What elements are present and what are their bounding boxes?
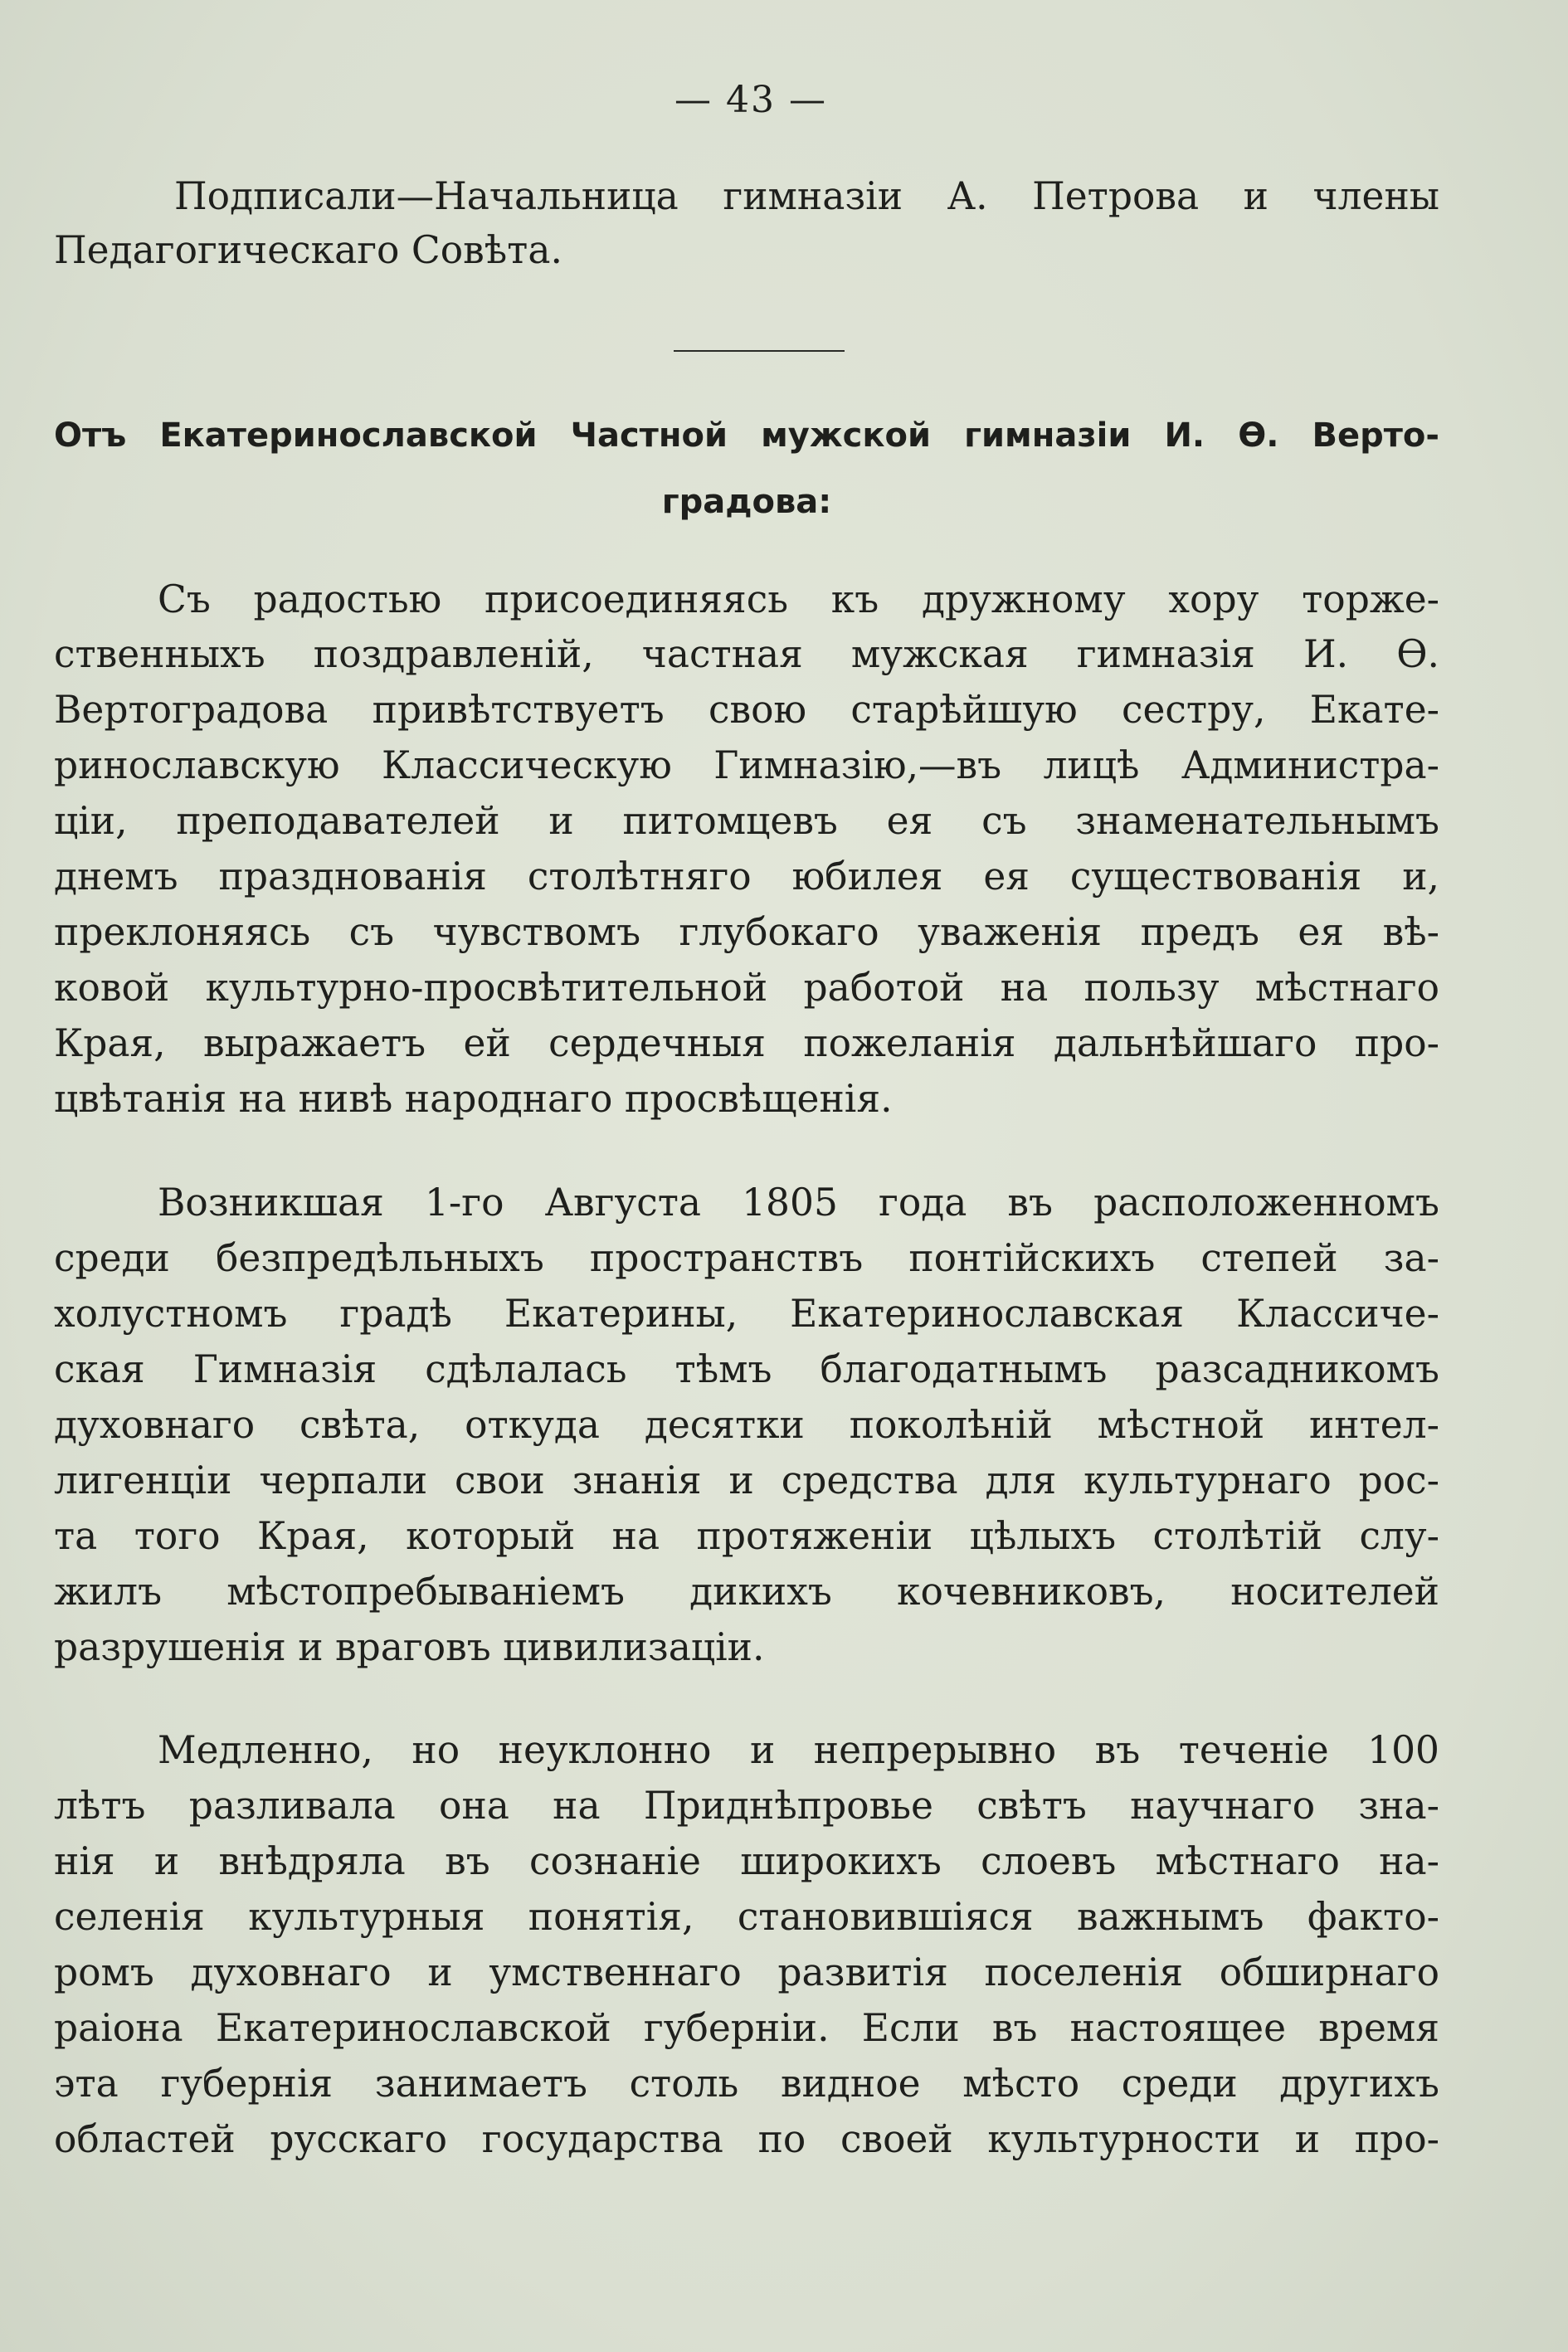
signature-line-2: Педагогическаго Совѣта. (54, 228, 562, 272)
paragraph-3-line: лѣтъ разливала она на Приднѣпровье свѣтъ научнаго зна- (54, 1784, 1439, 1828)
paragraph-1-line: цвѣтанія на нивѣ народнаго просвѣщенія. (54, 1077, 893, 1121)
paragraph-3-line: ромъ духовнаго и умственнаго развитія поселенія обширнаго (54, 1950, 1439, 1994)
paragraph-1-line: Края, выражаетъ ей сердечныя пожеланія дальнѣйшаго про- (54, 1021, 1439, 1065)
paragraph-1-line: ковой культурно-просвѣтительной работой на пользу мѣстнаго (54, 966, 1439, 1010)
paragraph-3-line: эта губернія занимаетъ столь видное мѣсто среди другихъ (54, 2062, 1439, 2106)
paragraph-2-line: Возникшая 1-го Августа 1805 года въ расположенномъ (158, 1181, 1439, 1225)
paragraph-2-line: та того Края, который на протяженіи цѣлыхъ столѣтій слу- (54, 1514, 1439, 1558)
paragraph-1-line: ринославскую Классическую Гимназію,—въ лицѣ Администра- (54, 743, 1439, 787)
paragraph-2-line: жилъ мѣстопребываніемъ дикихъ кочевниковъ, носителей (54, 1570, 1439, 1614)
paragraph-1-line: Съ радостью присоединяясь къ дружному хору торже- (158, 577, 1439, 621)
paragraph-3-line: нія и внѣдряла въ сознаніе широкихъ слоевъ мѣстнаго на- (54, 1839, 1439, 1883)
paragraph-3-line: Медленно, но неуклонно и непрерывно въ теченіе 100 (158, 1728, 1439, 1772)
paragraph-2-line: среди безпредѣльныхъ пространствъ понтійскихъ степей за- (54, 1236, 1439, 1280)
paragraph-1-line: днемъ празднованія столѣтняго юбилея ея существованія и, (54, 855, 1439, 898)
section-heading-line-1: Отъ Екатеринославской Частной мужской гимназіи И. Ѳ. Верто- (54, 416, 1439, 455)
paragraph-2-line: ская Гимназія сдѣлалась тѣмъ благодатнымъ разсадникомъ (54, 1347, 1439, 1391)
paragraph-2-line: разрушенія и враговъ цивилизаціи. (54, 1625, 765, 1669)
paragraph-2-line: холустномъ градѣ Екатерины, Екатеринославская Классиче- (54, 1292, 1439, 1336)
paragraph-2-line: духовнаго свѣта, откуда десятки поколѣній мѣстной интел- (54, 1403, 1439, 1447)
section-heading-line-2: градова: (661, 483, 832, 521)
paragraph-3-line: селенія культурныя понятія, становившіяся важнымъ факто- (54, 1895, 1439, 1939)
page-number: — 43 — (674, 79, 827, 121)
section-divider (674, 350, 845, 352)
paragraph-1-line: ціи, преподавателей и питомцевъ ея съ знаменательнымъ (54, 799, 1439, 843)
paragraph-3-line: раіона Екатеринославской губерніи. Если въ настоящее время (54, 2006, 1439, 2050)
signature-line-1: Подписали—Начальница гимназіи А. Петрова и члены (174, 174, 1439, 218)
paragraph-3-line: областей русскаго государства по своей культурности и про- (54, 2117, 1439, 2161)
paragraph-1-line: преклоняясь съ чувствомъ глубокаго уваженія предъ ея вѣ- (54, 910, 1439, 954)
paragraph-2-line: лигенціи черпали свои знанія и средства для культурнаго рос- (54, 1458, 1439, 1502)
paragraph-1-line: Вертоградова привѣтствуетъ свою старѣйшую сестру, Екате- (54, 688, 1439, 732)
paragraph-1-line: ственныхъ поздравленій, частная мужская гимназія И. Ѳ. (54, 632, 1439, 676)
